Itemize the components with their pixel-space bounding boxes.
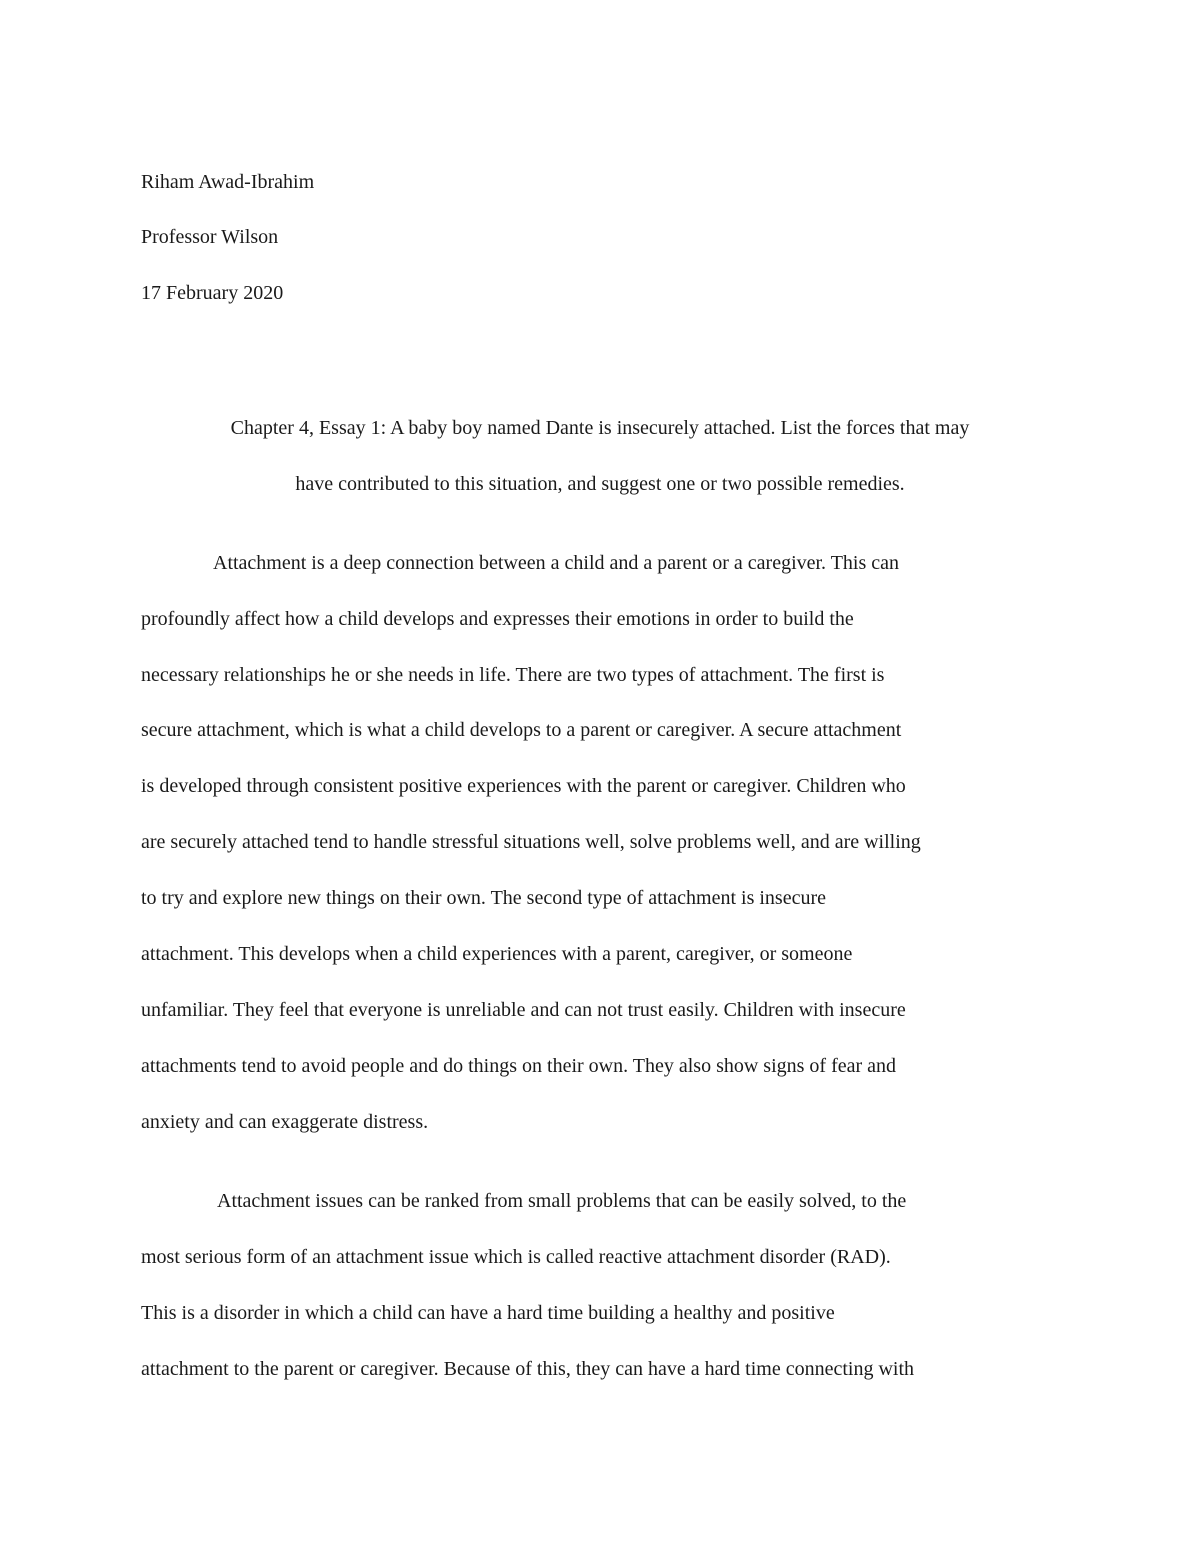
- paragraph-line: Attachment is a deep connection between a child and a parent or a caregiver. This can: [213, 552, 900, 574]
- prompt-line-1: Chapter 4, Essay 1: A baby boy named Dante is insecurely attached. List the forces that may: [230, 417, 970, 439]
- paragraph-line: necessary relationships he or she needs in life. There are two types of attachment. The first is: [141, 664, 885, 686]
- assignment-date: 17 February 2020: [141, 282, 284, 304]
- student-name: Riham Awad-Ibrahim: [141, 171, 315, 193]
- paragraph-line: is developed through consistent positive experiences with the parent or caregiver. Children who: [141, 775, 906, 797]
- paragraph-line: Attachment issues can be ranked from small problems that can be easily solved, to the: [217, 1190, 907, 1212]
- paragraph-line: unfamiliar. They feel that everyone is unreliable and can not trust easily. Children with insecure: [141, 999, 906, 1021]
- paragraph-line: secure attachment, which is what a child develops to a parent or caregiver. A secure attachment: [141, 719, 902, 741]
- paragraph-line: attachment. This develops when a child experiences with a parent, caregiver, or someone: [141, 943, 853, 965]
- paragraph-line: are securely attached tend to handle stressful situations well, solve problems well, and are willing: [141, 831, 921, 853]
- paragraph-line: to try and explore new things on their own. The second type of attachment is insecure: [141, 887, 826, 909]
- paragraph-line: profoundly affect how a child develops and expresses their emotions in order to build the: [141, 608, 854, 630]
- paragraph-line: attachment to the parent or caregiver. Because of this, they can have a hard time connecting with: [141, 1358, 915, 1380]
- paragraph-line: attachments tend to avoid people and do things on their own. They also show signs of fear and: [141, 1055, 897, 1077]
- prompt-line-2: have contributed to this situation, and suggest one or two possible remedies.: [295, 473, 905, 495]
- professor-name: Professor Wilson: [141, 226, 279, 248]
- paragraph-line: most serious form of an attachment issue which is called reactive attachment disorder (RAD).: [141, 1246, 891, 1268]
- paragraph-line: anxiety and can exaggerate distress.: [141, 1111, 429, 1133]
- paragraph-line: This is a disorder in which a child can have a hard time building a healthy and positive: [141, 1302, 835, 1324]
